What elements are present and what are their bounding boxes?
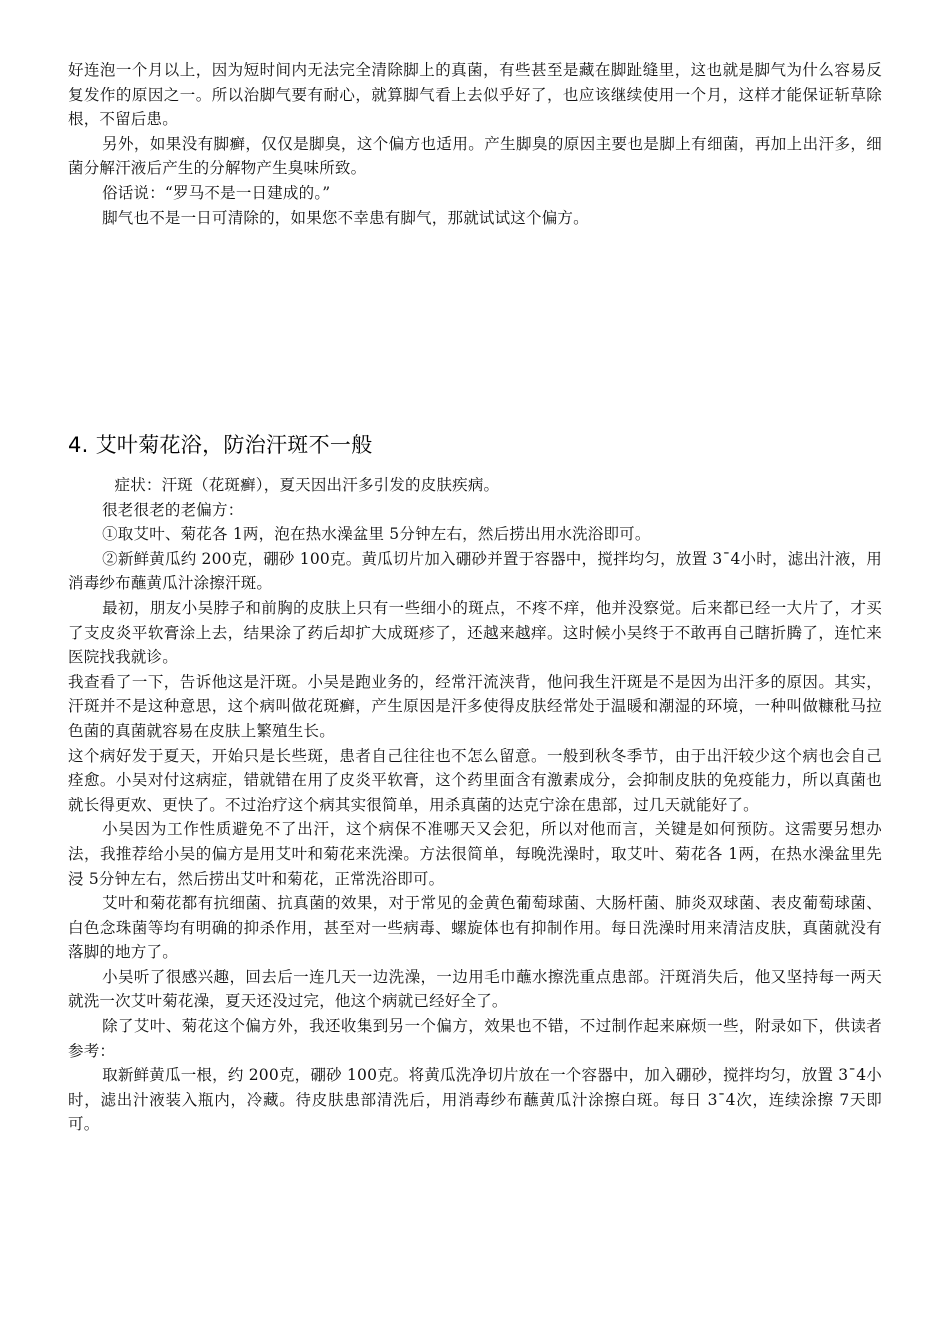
section-title: 4. 艾叶菊花浴，防治汗斑不一般 — [68, 433, 373, 457]
recipe-item-1: ①取艾叶、菊花各 1两，泡在热水澡盆里 5分钟左右，然后捞出用水洗浴即可。 — [102, 525, 651, 544]
recipe-intro: 很老很老的老偏方： — [102, 500, 244, 519]
paragraph: 艾叶和菊花都有抗细菌、抗真菌的效果，对于常见的金黄色葡萄球菌、大肠杆菌、肺炎双球菌、表皮葡萄球菌、白色念珠菌等均有明确的抑杀作用，甚至对一些病毒、螺旋体也有抑制作用。每日洗澡时用来清洁皮肤，真菌就没有落脚的地方了。 — [68, 894, 882, 962]
paragraph: 另外，如果没有脚癣，仅仅是脚臭，这个偏方也适用。产生脚臭的原因主要也是脚上有细菌，再加上出汗多，细菌分解汗液后产生的分解物产生臭味所致。 — [68, 134, 882, 178]
paragraph: 小吴听了很感兴趣，回去后一连几天一边洗澡，一边用毛巾蘸水擦洗重点患部。汗斑消失后，他又坚持每一两天就洗一次艾叶菊花澡，夏天还没过完，他这个病就已经好全了。 — [68, 967, 882, 1011]
paragraph: 小吴因为工作性质避免不了出汗，这个病保不准哪天又会犯，所以对他而言，关键是如何预防。这需要另想办法，我推荐给小吴的偏方是用艾叶和菊花来洗澡。方法很简单，每晚洗澡时，取艾叶、菊花各 1两，在热水澡盆里先浸 5分钟左右，然后捞出艾叶和菊花，正常洗浴即可。 — [68, 820, 882, 888]
paragraph: 取新鲜黄瓜一根，约 200克，硼砂 100克。将黄瓜洗净切片放在一个容器中，加入硼砂，搅拌均匀，放置 3¯4小时，滤出汁液装入瓶内，冷藏。待皮肤患部清洗后，用消毒纱布蘸黄瓜汁涂擦白斑。每日 3¯4次，连续涂擦 7天即可。 — [68, 1066, 882, 1134]
paragraph: 最初，朋友小吴脖子和前胸的皮肤上只有一些细小的斑点，不疼不痒，他并没察觉。后来都已经一大片了，才买了支皮炎平软膏涂上去，结果涂了药后却扩大成斑疹了，还越来越痒。这时候小吴终于不敢再自己瞎折腾了，连忙来医院找我就诊。 — [68, 598, 882, 667]
recipe-item-2: ②新鲜黄瓜约 200克，硼砂 100克。黄瓜切片加入硼砂并置于容器中，搅拌均匀，放置 3¯4小时，滤出汁液，用消毒纱布蘸黄瓜汁涂擦汗斑。 — [68, 549, 882, 593]
symptom-paragraph: 症状：汗斑（花斑癣），夏天因出汗多引发的皮肤疾病。 — [114, 476, 500, 494]
top-text-block — [68, 58, 882, 230]
paragraph: 除了艾叶、菊花这个偏方外，我还收集到另一个偏方，效果也不错，不过制作起来麻烦一些，附录如下，供读者参考： — [68, 1017, 882, 1060]
section-body — [68, 473, 882, 1137]
paragraph: 脚气也不是一日可清除的，如果您不幸患有脚气，那就试试这个偏方。 — [102, 208, 589, 227]
paragraph: 我查看了一下，告诉他这是汗斑。小吴是跑业务的，经常汗流浃背，他问我生汗斑是不是因为出汗多的原因。其实，汗斑并不是这种意思，这个病叫做花斑癣，产生原因是汗多使得皮肤经常处于温暖和潮湿的环境，一种叫做糠秕马拉色菌的真菌就容易在皮肤上繁殖生长。 — [68, 672, 882, 740]
paragraph: 这个病好发于夏天，开始只是长些斑，患者自己往往也不怎么留意。一般到秋冬季节，由于出汗较少这个病也会自己痊愈。小吴对付这病症，错就错在用了皮炎平软膏，这个药里面含有激素成分，会抑制皮肤的免疫能力，所以真菌也就长得更欢、更快了。不过治疗这个病其实很简单，用杀真菌的达克宁涂在患部，过几天就能好了。 — [68, 746, 882, 814]
paragraph: 好连泡一个月以上，因为短时间内无法完全清除脚上的真菌，有些甚至是藏在脚趾缝里，这也就是脚气为什么容易反复发作的原因之一。所以治脚气要有耐心，就算脚气看上去似乎好了，也应该继续使用一个月，这样才能保证斩草除根，不留后患。 — [68, 61, 882, 129]
paragraph: 俗话说：“罗马不是一日建成的。” — [102, 183, 331, 202]
